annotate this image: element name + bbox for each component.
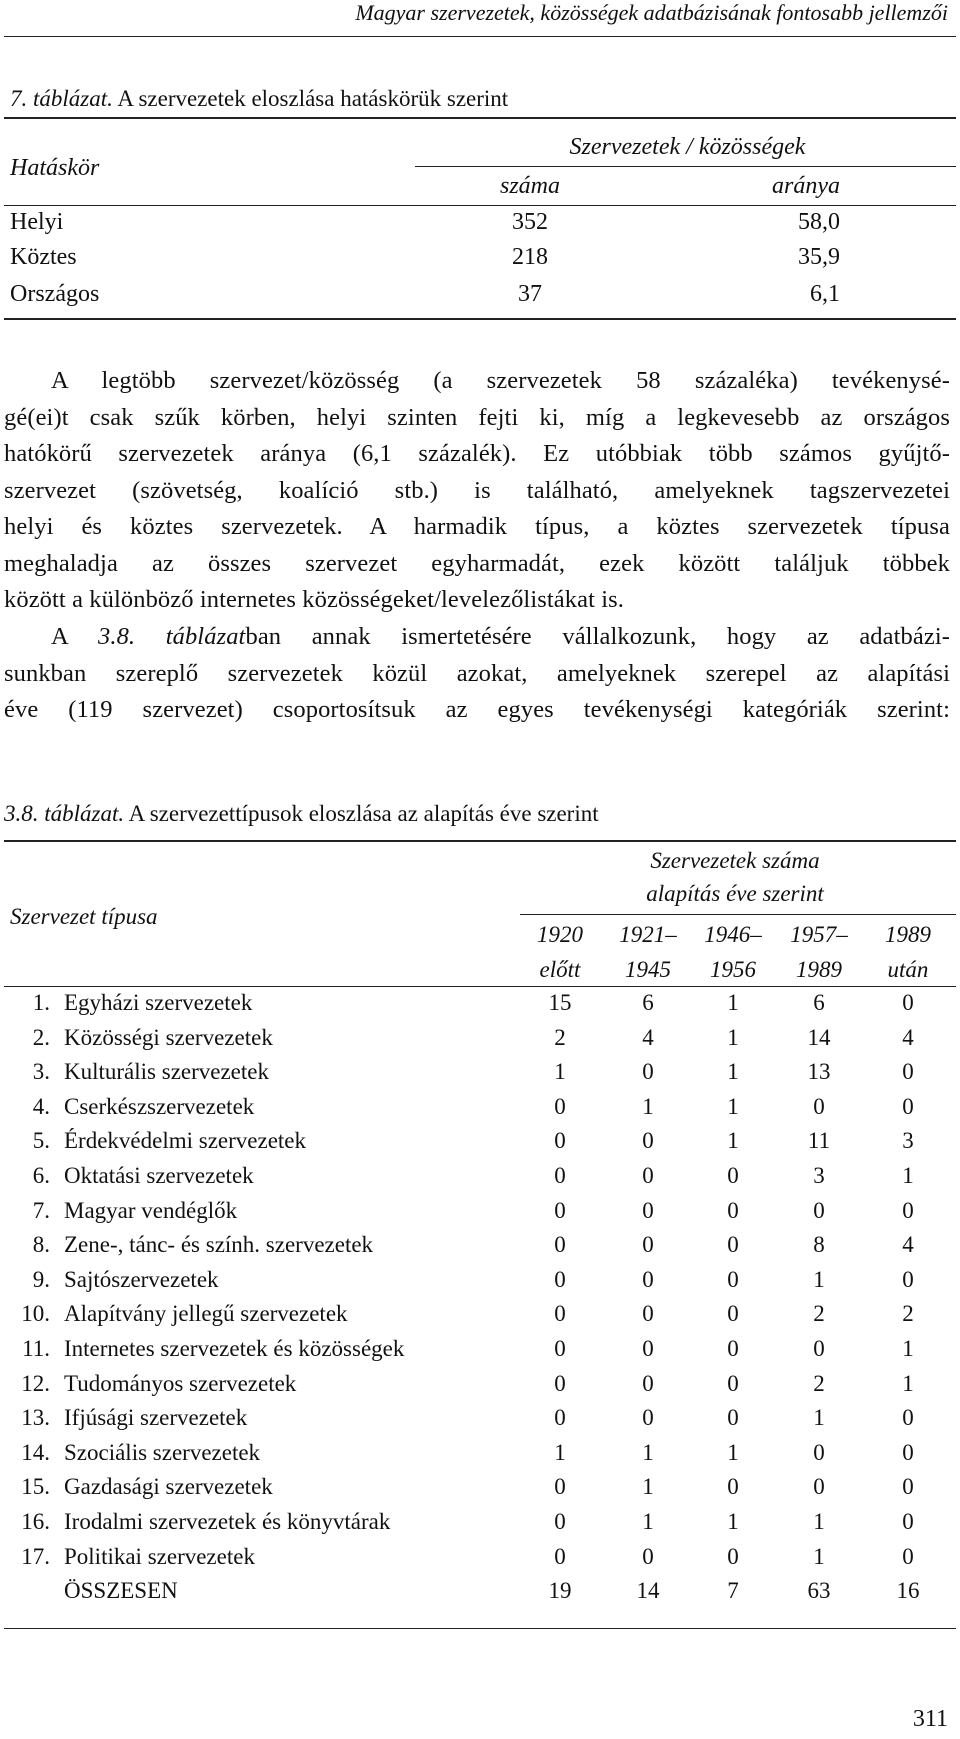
row-label: Érdekvédelmi szervezetek bbox=[64, 1128, 307, 1154]
row-value: 1 bbox=[727, 1439, 739, 1465]
row-value: 0 bbox=[554, 1266, 566, 1292]
row-label: Cserkészszervezetek bbox=[64, 1093, 255, 1119]
row-number: 16. bbox=[21, 1509, 50, 1534]
row-value: 1 bbox=[727, 1024, 739, 1050]
row-value: 1 bbox=[813, 1266, 825, 1292]
row-value: 0 bbox=[554, 1128, 566, 1154]
row-value: 2 bbox=[813, 1301, 825, 1327]
row-value: 0 bbox=[902, 1543, 914, 1569]
paragraph-line: sunkban szereplő szervezetek közül azokat, amelyeknek szerepel az alapítási bbox=[4, 659, 950, 687]
paragraph-line: szervezet (szövetség, koalíció stb.) is található, amelyeknek tagszervezetei bbox=[4, 476, 950, 504]
row-value: 3 bbox=[902, 1128, 914, 1154]
row-label: Irodalmi szervezetek és könyvtárak bbox=[64, 1509, 391, 1534]
row-value: 1 bbox=[642, 1474, 654, 1500]
row-value: 0 bbox=[554, 1543, 566, 1569]
period-header-top: 1921– bbox=[619, 922, 677, 947]
row-label: Sajtószervezetek bbox=[64, 1266, 219, 1292]
total-label: ÖSSZESEN bbox=[64, 1578, 178, 1604]
row-value: 0 bbox=[642, 1197, 654, 1223]
row-label: Kulturális szervezetek bbox=[64, 1059, 269, 1085]
paragraph-line: hatókörű szervezetek aránya (6,1 százalék). Ez utóbbiak több számos gyűjtő- bbox=[4, 440, 950, 467]
row-value: 2 bbox=[902, 1301, 914, 1327]
row-number: 8. bbox=[32, 1232, 50, 1258]
row-label: Alapítvány jellegű szervezetek bbox=[64, 1301, 348, 1327]
table1-top-rule bbox=[4, 117, 956, 119]
row-value: 0 bbox=[813, 1336, 825, 1361]
body-paragraph-2 bbox=[4, 619, 950, 729]
row-value: 8 bbox=[813, 1232, 825, 1258]
paragraph-line: helyi és köztes szervezetek. A harmadik típus, a köztes szervezetek típusa bbox=[4, 513, 950, 540]
row-value: 0 bbox=[727, 1336, 739, 1361]
row-number: 5. bbox=[32, 1128, 50, 1154]
total-value: 14 bbox=[636, 1578, 660, 1604]
period-header-bottom: 1989 bbox=[796, 957, 842, 982]
table2-bottom-rule bbox=[4, 1628, 956, 1629]
row-number: 2. bbox=[32, 1024, 50, 1050]
row-value: 0 bbox=[554, 1509, 566, 1534]
row-value: 0 bbox=[727, 1543, 739, 1569]
row-label: Gazdasági szervezetek bbox=[64, 1474, 273, 1500]
table2-caption bbox=[4, 801, 599, 827]
row-count: 37 bbox=[518, 281, 542, 307]
row-value: 0 bbox=[727, 1474, 739, 1500]
row-number: 3. bbox=[32, 1059, 50, 1085]
row-value: 0 bbox=[727, 1232, 739, 1258]
row-value: 0 bbox=[554, 1370, 566, 1396]
running-header: Magyar szervezetek, közösségek adatbázisának fontosabb jellemzői bbox=[355, 0, 948, 25]
row-value: 2 bbox=[813, 1370, 825, 1396]
row-value: 1 bbox=[554, 1439, 566, 1465]
row-number: 11. bbox=[22, 1336, 50, 1361]
paragraph-line: meghaladja az összes szervezet egyharmadát, ezek között találjuk többek bbox=[4, 549, 950, 577]
row-number: 9. bbox=[32, 1266, 50, 1292]
row-value: 0 bbox=[642, 1059, 654, 1085]
table-reference: 3.8. táblázat bbox=[98, 623, 246, 650]
period-header-top: 1920 bbox=[537, 922, 583, 947]
row-value: 0 bbox=[813, 1197, 825, 1223]
row-value: 1 bbox=[554, 1059, 566, 1085]
row-value: 0 bbox=[813, 1439, 825, 1465]
row-share: 35,9 bbox=[798, 244, 840, 270]
row-value: 0 bbox=[902, 1405, 914, 1431]
row-number: 6. bbox=[32, 1163, 50, 1188]
row-label: Egyházi szervezetek bbox=[64, 990, 253, 1015]
row-value: 4 bbox=[902, 1024, 914, 1050]
row-value: 13 bbox=[807, 1059, 831, 1085]
row-value: 11 bbox=[807, 1128, 831, 1154]
page-number: 311 bbox=[912, 1706, 948, 1732]
paragraph-suffix: ban annak ismertetésére vállalkozunk, hogy az adatbázi- bbox=[245, 623, 950, 650]
table2-row-header: Szervezet típusa bbox=[10, 904, 158, 929]
row-label: Országos bbox=[10, 281, 100, 307]
row-count: 352 bbox=[512, 209, 548, 235]
row-value: 1 bbox=[727, 1509, 739, 1534]
row-value: 0 bbox=[554, 1232, 566, 1258]
row-value: 0 bbox=[902, 1266, 914, 1292]
row-value: 0 bbox=[902, 1509, 914, 1534]
period-header-bottom: 1945 bbox=[625, 957, 671, 982]
row-value: 0 bbox=[642, 1370, 654, 1396]
row-count: 218 bbox=[512, 244, 548, 270]
row-value: 15 bbox=[548, 990, 572, 1015]
row-value: 0 bbox=[642, 1163, 654, 1188]
table1-share-header: aránya bbox=[772, 173, 840, 199]
period-header bbox=[520, 917, 600, 987]
header-rule bbox=[4, 36, 956, 37]
row-value: 0 bbox=[642, 1301, 654, 1327]
table1-group-header: Szervezetek / közösségek bbox=[569, 134, 806, 160]
table2-group-header-1: Szervezetek száma bbox=[650, 848, 820, 873]
row-value: 14 bbox=[807, 1024, 831, 1050]
row-value: 0 bbox=[554, 1336, 566, 1361]
row-value: 0 bbox=[902, 1474, 914, 1500]
row-value: 0 bbox=[902, 1197, 914, 1223]
row-label: Oktatási szervezetek bbox=[64, 1163, 254, 1188]
table2-top-rule bbox=[4, 840, 956, 842]
row-number: 17. bbox=[21, 1543, 50, 1569]
row-label: Internetes szervezetek és közösségek bbox=[64, 1336, 405, 1361]
row-number: 14. bbox=[21, 1439, 50, 1465]
row-value: 2 bbox=[554, 1024, 566, 1050]
total-value: 63 bbox=[807, 1578, 831, 1604]
row-value: 0 bbox=[727, 1163, 739, 1188]
row-label: Szociális szervezetek bbox=[64, 1439, 261, 1465]
row-number: 15. bbox=[21, 1474, 50, 1500]
table1-caption-label: 7. táblázat. bbox=[10, 86, 113, 111]
period-header-bottom: előtt bbox=[539, 957, 581, 982]
row-value: 0 bbox=[727, 1405, 739, 1431]
row-label: Helyi bbox=[10, 209, 64, 235]
paragraph-line: éve (119 szervezet) csoportosítsuk az egyes tevékenységi kategóriák szerint: bbox=[4, 696, 950, 723]
row-number: 7. bbox=[32, 1197, 50, 1223]
row-number: 1. bbox=[32, 990, 50, 1015]
row-share: 6,1 bbox=[810, 281, 840, 307]
row-number: 12. bbox=[21, 1370, 50, 1396]
row-value: 0 bbox=[642, 1405, 654, 1431]
row-value: 0 bbox=[642, 1232, 654, 1258]
row-value: 4 bbox=[902, 1232, 914, 1258]
row-label: Közösségi szervezetek bbox=[64, 1024, 273, 1050]
period-header-bottom: után bbox=[887, 957, 929, 982]
period-header bbox=[693, 917, 773, 987]
row-value: 0 bbox=[642, 1336, 654, 1361]
row-value: 1 bbox=[813, 1405, 825, 1431]
period-header bbox=[779, 917, 859, 987]
row-value: 1 bbox=[642, 1509, 654, 1534]
table1-caption bbox=[10, 86, 508, 112]
period-header-top: 1989 bbox=[885, 922, 931, 947]
row-value: 0 bbox=[642, 1543, 654, 1569]
table2-group-header-2: alapítás éve szerint bbox=[646, 881, 824, 906]
row-value: 6 bbox=[642, 990, 654, 1015]
paragraph-line: A legtöbb szervezet/közösség (a szervezetek 58 százaléka) tevékenysé- bbox=[51, 367, 950, 394]
period-header bbox=[608, 917, 688, 987]
period-header-top: 1957– bbox=[790, 922, 848, 947]
row-value: 0 bbox=[902, 1059, 914, 1085]
row-value: 0 bbox=[642, 1128, 654, 1154]
period-header-bottom: 1956 bbox=[710, 957, 756, 982]
row-value: 0 bbox=[642, 1266, 654, 1292]
period-header bbox=[868, 917, 948, 987]
row-value: 1 bbox=[727, 1059, 739, 1085]
row-value: 1 bbox=[902, 1336, 914, 1361]
row-value: 1 bbox=[727, 1128, 739, 1154]
row-value: 1 bbox=[902, 1370, 914, 1396]
row-value: 0 bbox=[727, 1197, 739, 1223]
total-value: 7 bbox=[727, 1578, 739, 1604]
row-value: 0 bbox=[902, 1093, 914, 1119]
row-value: 1 bbox=[727, 1093, 739, 1119]
row-value: 1 bbox=[642, 1439, 654, 1465]
body-paragraph-1 bbox=[4, 363, 950, 619]
row-value: 0 bbox=[554, 1163, 566, 1188]
row-value: 1 bbox=[727, 990, 739, 1015]
row-label: Magyar vendéglők bbox=[64, 1197, 238, 1223]
row-value: 1 bbox=[902, 1163, 914, 1188]
row-number: 4. bbox=[32, 1093, 50, 1119]
row-value: 0 bbox=[727, 1301, 739, 1327]
row-value: 0 bbox=[902, 1439, 914, 1465]
paragraph-line bbox=[4, 619, 950, 656]
row-value: 4 bbox=[642, 1024, 654, 1050]
row-value: 0 bbox=[554, 1405, 566, 1431]
row-value: 0 bbox=[727, 1266, 739, 1292]
table1-caption-text: A szervezetek eloszlása hatáskörük szerint bbox=[112, 86, 509, 111]
row-share: 58,0 bbox=[798, 209, 840, 235]
row-value: 1 bbox=[813, 1509, 825, 1534]
table2-caption-label: 3.8. táblázat. bbox=[4, 801, 125, 826]
row-value: 0 bbox=[554, 1093, 566, 1119]
total-value: 19 bbox=[548, 1578, 572, 1604]
row-value: 6 bbox=[813, 990, 825, 1015]
table1-row-header: Hatáskör bbox=[10, 155, 100, 181]
row-value: 1 bbox=[642, 1093, 654, 1119]
table2-group-rule bbox=[520, 914, 956, 915]
row-label: Ifjúsági szervezetek bbox=[64, 1405, 248, 1431]
row-value: 1 bbox=[813, 1543, 825, 1569]
row-value: 0 bbox=[813, 1093, 825, 1119]
paragraph-line: között a különböző internetes közösségeket/levelezőlistákat is. bbox=[4, 586, 624, 613]
row-label: Tudományos szervezetek bbox=[64, 1370, 297, 1396]
paragraph-line: gé(ei)t csak szűk körben, helyi szinten fejti ki, míg a legkevesebb az országos bbox=[4, 403, 950, 431]
paragraph-prefix: A bbox=[51, 623, 98, 650]
total-value: 16 bbox=[896, 1578, 920, 1604]
row-value: 0 bbox=[813, 1474, 825, 1500]
table2-caption-text: A szervezettípusok eloszlása az alapítás éve szerint bbox=[124, 801, 599, 826]
row-value: 0 bbox=[727, 1370, 739, 1396]
table1-count-header: száma bbox=[499, 173, 560, 199]
row-label: Köztes bbox=[10, 244, 77, 270]
row-number: 10. bbox=[21, 1301, 50, 1327]
period-header-top: 1946– bbox=[704, 922, 762, 947]
row-value: 0 bbox=[554, 1474, 566, 1500]
row-value: 0 bbox=[902, 990, 914, 1015]
row-label: Zene-, tánc- és szính. szervezetek bbox=[64, 1232, 374, 1258]
row-value: 3 bbox=[813, 1163, 825, 1188]
row-number: 13. bbox=[21, 1405, 50, 1431]
table1-group-rule bbox=[415, 166, 956, 167]
row-label: Politikai szervezetek bbox=[64, 1543, 255, 1569]
row-value: 0 bbox=[554, 1301, 566, 1327]
table1-bottom-rule bbox=[4, 318, 956, 320]
table2-header-rule bbox=[4, 986, 956, 987]
table1-header-rule bbox=[4, 205, 956, 206]
row-value: 0 bbox=[554, 1197, 566, 1223]
